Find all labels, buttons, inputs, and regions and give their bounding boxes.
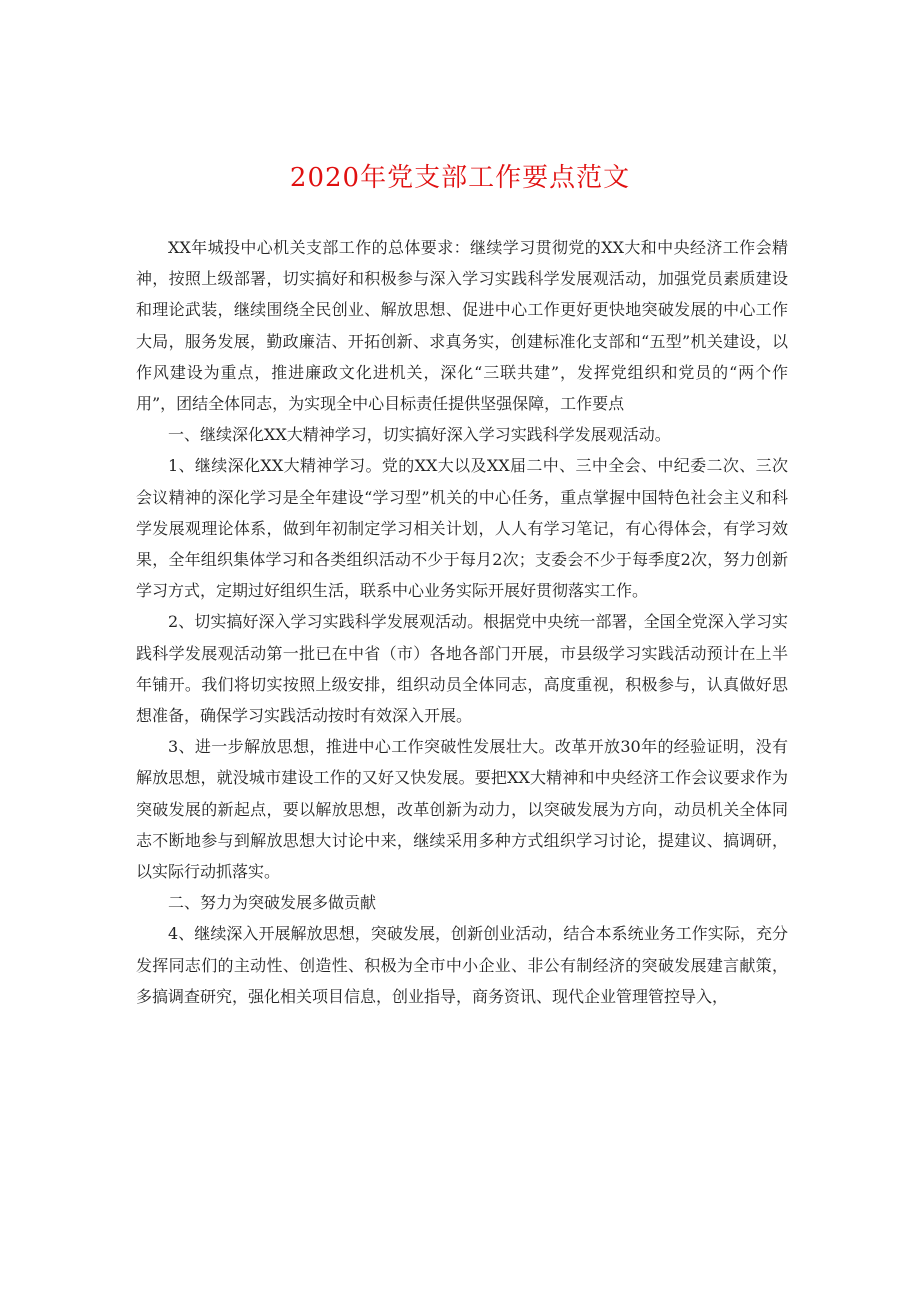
document-title: 2020年党支部工作要点范文	[289, 163, 631, 193]
paragraph-item-2: 2、切实搞好深入学习实践科学发展观活动。根据党中央统一部署，全国全党深入学习实践科学发展观活动第一批已在中省（市）各地各部门开展，市县级学习实践活动预计在上半年铺开。我们将切实按照上级安排，组织动员全体同志，高度重视，积极参与，认真做好思想准备，确保学习实践活动按时有效深入开展。	[136, 612, 788, 726]
paragraph-general-requirements: XX年城投中心机关支部工作的总体要求：继续学习贯彻党的XX大和中央经济工作会精神，按照上级部署，切实搞好和积极参与深入学习实践科学发展观活动，加强党员素质建设和理论武装，继续围绕全民创业、解放思想、促进中心工作更好更快地突破发展的中心工作大局，服务发展，勤政廉洁、开拓创新、求真务实，创建标准化支部和“五型”机关建设，以作风建设为重点，推进廉政文化进机关，深化“三联共建”，发挥党组织和党员的“两个作用”，团结全体同志，为实现全中心目标责任提供坚强保障，工作要点	[136, 238, 788, 414]
paragraph-section-one-heading: 一、继续深化XX大精神学习，切实搞好深入学习实践科学发展观活动。	[168, 425, 671, 445]
paragraph-item-1: 1、继续深化XX大精神学习。党的XX大以及XX届二中、三中全会、中纪委二次、三次会议精神的深化学习是全年建设“学习型”机关的中心任务，重点掌握中国特色社会主义和科学发展观理论体系，做到年初制定学习相关计划，人人有学习笔记，有心得体会，有学习效果，全年组织集体学习和各类组织活动不少于每月2次；支委会不少于每季度2次，努力创新学习方式，定期过好组织生活，联系中心业务实际开展好贯彻落实工作。	[136, 456, 788, 601]
paragraph-item-3: 3、进一步解放思想，推进中心工作突破性发展壮大。改革开放30年的经验证明，没有解放思想，就没城市建设工作的又好又快发展。要把XX大精神和中央经济工作会议要求作为突破发展的新起点，要以解放思想，改革创新为动力，以突破发展为方向，动员机关全体同志不断地参与到解放思想大讨论中来，继续采用多种方式组织学习讨论，提建议、搞调研，以实际行动抓落实。	[136, 737, 788, 882]
paragraph-section-two-heading: 二、努力为突破发展多做贡献	[168, 893, 377, 913]
document-body	[136, 232, 788, 1012]
paragraph-item-4: 4、继续深入开展解放思想，突破发展，创新创业活动，结合本系统业务工作实际，充分发挥同志们的主动性、创造性、积极为全市中小企业、非公有制经济的突破发展建言献策，多搞调查研究，强化相关项目信息，创业指导，商务资讯、现代企业管理管控导入，	[136, 924, 788, 1006]
